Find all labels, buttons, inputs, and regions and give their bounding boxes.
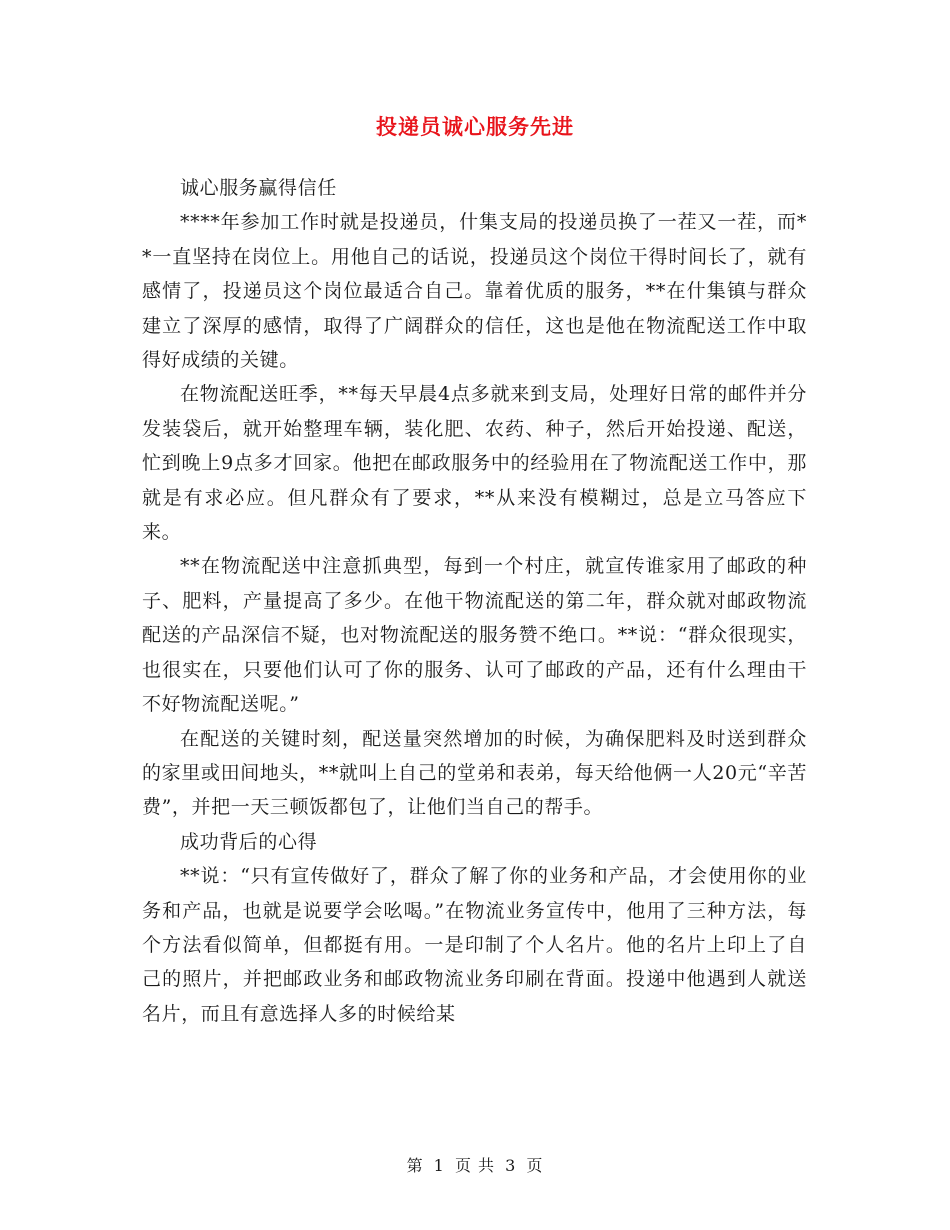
- section-heading: 诚心服务赢得信任: [180, 177, 337, 199]
- footer-total-pages: 3: [505, 1156, 517, 1175]
- footer-page-number: 1: [433, 1156, 445, 1175]
- footer-suffix: 页: [526, 1156, 544, 1175]
- paragraph: **说：“只有宣传做好了，群众了解了你的业务和产品，才会使用你的业务和产品，也就是说要学会吆喝。”在物流业务宣传中，他用了三种方法，每个方法看似简单，但都挺有用。一是印制了个人名片。他的名片上印上了自己的照片，并把邮政业务和邮政物流业务印刷在背面。投递中他遇到人就送名片，而且有意选择人多的时候给某: [142, 865, 807, 1025]
- footer-middle: 页 共: [454, 1156, 496, 1175]
- document-title: 投递员诚心服务先进: [376, 114, 574, 139]
- paragraph: **在物流配送中注意抓典型，每到一个村庄，就宣传谁家用了邮政的种子、肥料，产量提高了多少。在他干物流配送的第二年，群众就对邮政物流配送的产品深信不疑，也对物流配送的服务赞不绝口。**说：“群众很现实，也很实在，只要他们认可了你的服务、认可了邮政的产品，还有什么理由干不好物流配送呢。”: [142, 555, 807, 716]
- document-body: [142, 171, 807, 1031]
- footer-prefix: 第: [406, 1156, 424, 1175]
- paragraph: 在物流配送旺季，**每天早晨4点多就来到支局，处理好日常的邮件并分发装袋后，就开始整理车辆，装化肥、农药、种子，然后开始投递、配送，忙到晚上9点多才回家。他把在邮政服务中的经验用在了物流配送工作中，那就是有求必应。但凡群众有了要求，**从来没有模糊过，总是立马答应下来。: [142, 383, 807, 544]
- page-footer: [0, 1155, 950, 1177]
- paragraph: 在配送的关键时刻，配送量突然增加的时候，为确保肥料及时送到群众的家里或田间地头，**就叫上自己的堂弟和表弟，每天给他俩一人20元“辛苦费”，并把一天三顿饭都包了，让他们当自己的帮手。: [142, 727, 807, 819]
- paragraph: ****年参加工作时就是投递员，什集支局的投递员换了一茬又一茬，而**一直坚持在岗位上。用他自己的话说，投递员这个岗位干得时间长了，就有感情了，投递员这个岗位最适合自己。靠着优质的服务，**在什集镇与群众建立了深厚的感情，取得了广阔群众的信任，这也是他在物流配送工作中取得好成绩的关键。: [142, 211, 807, 372]
- section-heading: 成功背后的心得: [180, 830, 318, 853]
